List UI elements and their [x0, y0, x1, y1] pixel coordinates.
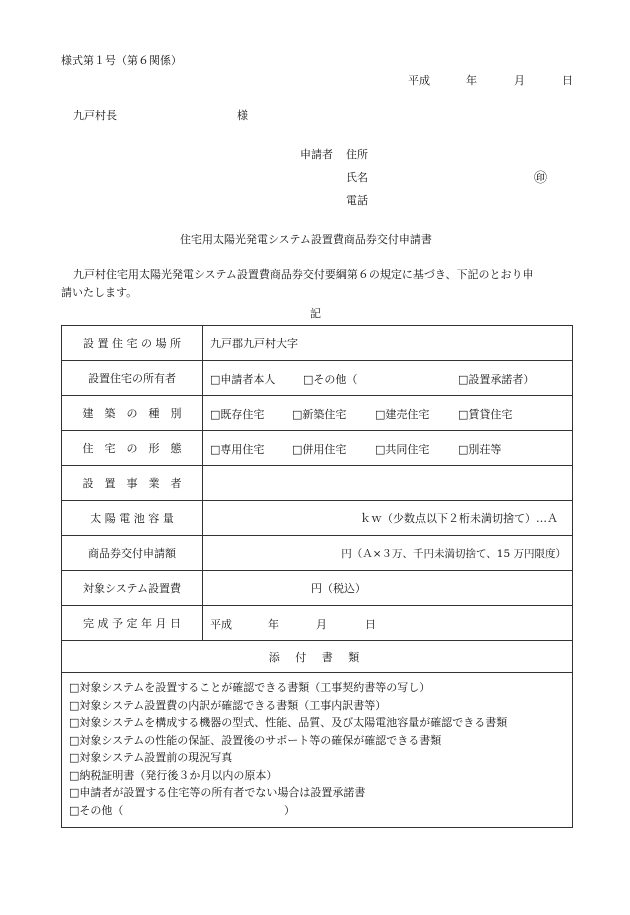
- amount-label: 商品券交付申請額: [62, 536, 203, 571]
- attachments-list: [62, 673, 573, 828]
- phone-label: 電話: [346, 194, 368, 207]
- attachment-photo-checkbox[interactable]: □対象システム設置前の現況写真: [69, 751, 233, 764]
- building-type-row: [62, 396, 573, 431]
- amount-row: [62, 536, 573, 571]
- completion-label: 完 成 予 定 年 月 日: [62, 606, 203, 641]
- capacity-label: 太 陽 電 池 容 量: [62, 501, 203, 536]
- addressee: 九戸村長: [73, 109, 117, 122]
- amount-value[interactable]: 円（Ａ×３万、千円未満切捨て、15 万円限度）: [203, 536, 573, 571]
- date-day: 日: [562, 74, 573, 87]
- body-line-2: 請いたします。: [61, 286, 138, 299]
- attachment-equipment-checkbox[interactable]: □対象システムを構成する機器の型式、性能、品質、及び太陽電池容量が確認できる書類: [69, 716, 508, 729]
- house-form-mixed[interactable]: □併用住宅: [292, 443, 347, 456]
- house-form-collective[interactable]: □共同住宅: [375, 443, 430, 456]
- completion-day: 日: [365, 618, 376, 631]
- building-type-builtforsale[interactable]: □建売住宅: [375, 408, 430, 421]
- capacity-value[interactable]: ｋｗ（少数点以下２桁未満切捨て）…Ａ: [203, 501, 573, 536]
- house-form-options: [203, 431, 573, 466]
- completion-value[interactable]: [203, 606, 573, 641]
- contractor-row: [62, 466, 573, 501]
- building-type-new[interactable]: □新築住宅: [292, 408, 347, 421]
- honorific: 様: [237, 109, 248, 122]
- seal-mark: ㊞: [534, 171, 548, 186]
- house-form-row: [62, 431, 573, 466]
- owner-options: [203, 361, 573, 396]
- completion-year: 年: [268, 618, 279, 631]
- attachment-consent-checkbox[interactable]: □申請者が設置する住宅等の所有者でない場合は設置承諾書: [69, 786, 366, 799]
- building-type-label: 建 築 の 種 別: [62, 396, 203, 431]
- owner-label: 設置住宅の所有者: [62, 361, 203, 396]
- ki-heading: 記: [310, 307, 321, 320]
- document-title: 住宅用太陽光発電システム設置費商品券交付申請書: [180, 233, 432, 246]
- completion-row: [62, 606, 573, 641]
- completion-era: 平成: [210, 618, 232, 631]
- building-type-rental[interactable]: □賃貸住宅: [458, 408, 513, 421]
- cost-row: [62, 571, 573, 606]
- body-line-1: 九戸村住宅用太陽光発電システム設置費商品券交付要綱第６の規定に基づき、下記のとおり申: [73, 268, 534, 281]
- attachment-breakdown-checkbox[interactable]: □対象システム設置費の内訳が確認できる書類（工事内訳書等）: [69, 698, 387, 712]
- form-number: 様式第１号（第６関係）: [61, 54, 182, 67]
- attachment-other-close: ）: [284, 803, 295, 817]
- attachment-other-checkbox[interactable]: □その他（: [69, 803, 124, 817]
- attachment-warranty-checkbox[interactable]: □対象システムの性能の保証、設置後のサポート等の確保が確認できる書類: [69, 733, 442, 747]
- house-form-dedicated[interactable]: □専用住宅: [210, 443, 265, 456]
- location-row: [62, 326, 573, 361]
- attachment-tax-certificate-checkbox[interactable]: □納税証明書（発行後３か月以内の原本）: [69, 768, 278, 782]
- cost-value[interactable]: 円（税込）: [203, 571, 573, 606]
- application-table: [61, 325, 573, 828]
- capacity-row: [62, 501, 573, 536]
- owner-row: [62, 361, 573, 396]
- building-type-existing[interactable]: □既存住宅: [210, 408, 265, 421]
- owner-other-checkbox[interactable]: □その他（: [303, 373, 358, 386]
- house-form-villa[interactable]: □別荘等: [458, 443, 502, 456]
- owner-consent-checkbox[interactable]: □設置承諾者）: [458, 373, 535, 386]
- contractor-value[interactable]: [203, 466, 573, 501]
- attachment-contract-checkbox[interactable]: □対象システムを設置することが確認できる書類（工事契約書等の写し）: [69, 681, 431, 694]
- date-era: 平成: [408, 74, 430, 87]
- attachments-list-row: [62, 673, 573, 828]
- owner-self-checkbox[interactable]: □申請者本人: [210, 373, 276, 386]
- attachments-header-row: [62, 641, 573, 673]
- date-year: 年: [466, 74, 477, 87]
- attachments-title: 添 付 書 類: [62, 641, 573, 673]
- location-value[interactable]: 九戸郡九戸村大字: [203, 326, 573, 361]
- house-form-label: 住 宅 の 形 態: [62, 431, 203, 466]
- attachment-other-line: [69, 802, 565, 820]
- location-label: 設 置 住 宅 の 場 所: [62, 326, 203, 361]
- completion-month: 月: [316, 618, 327, 631]
- date-month: 月: [514, 74, 525, 87]
- cost-label: 対象システム設置費: [62, 571, 203, 606]
- address-label: 住所: [346, 148, 368, 161]
- name-label: 氏名: [346, 171, 368, 184]
- applicant-label: 申請者: [300, 148, 333, 161]
- contractor-label: 設 置 事 業 者: [62, 466, 203, 501]
- building-type-options: [203, 396, 573, 431]
